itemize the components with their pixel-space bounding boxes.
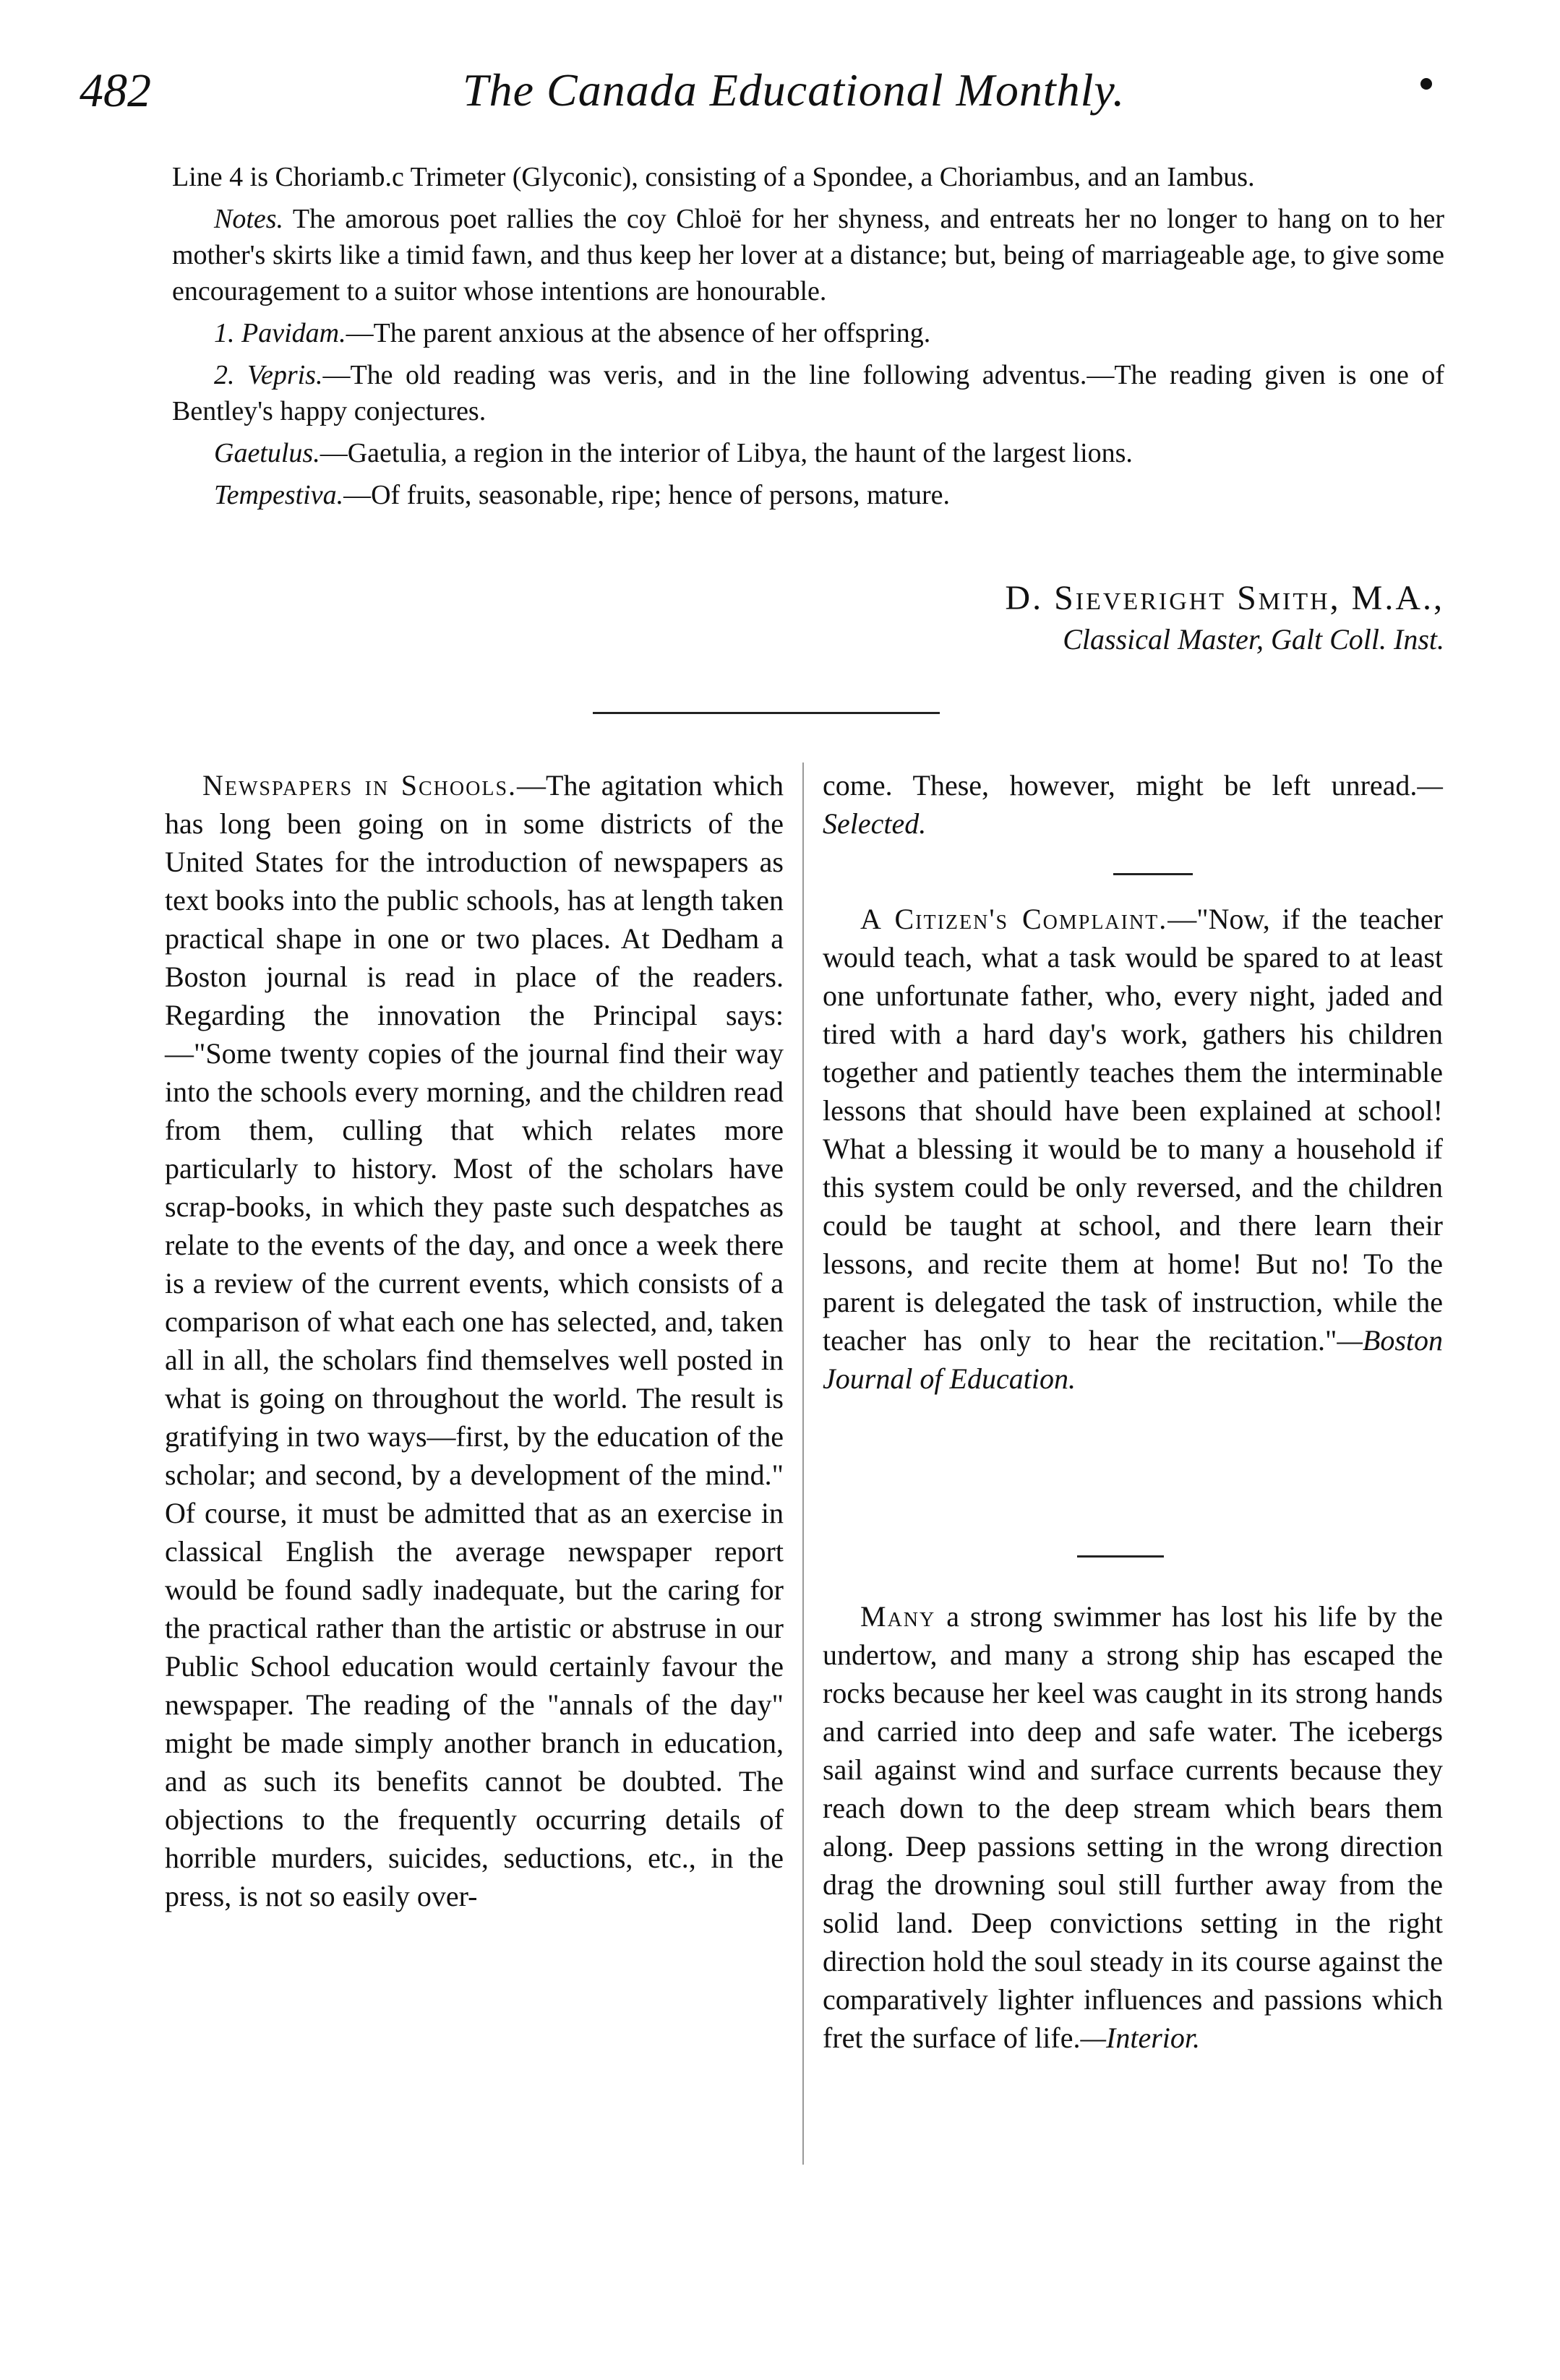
note-item-4-lead: Tempestiva.: [214, 480, 344, 510]
notes-text: The amorous poet rallies the coy Chloë for her shyness, and entreats her no longer to hang on to her mother's skirts like a timid fawn, and thus keep her lover at a distance; but, being of marriageable age, to give some encouragement to a suitor whose intentions are honourable.: [172, 204, 1444, 306]
newspapers-paragraph: [165, 766, 784, 1915]
short-rule-1: [1113, 873, 1193, 875]
note-item-4: [172, 477, 1444, 513]
page-header: [80, 64, 1482, 129]
newspapers-text: —The agitation which has long been going on in some districts of the United States for the introduction of newspapers as text books into the public schools, has at length taken practical shape in one or two places. At Dedham a Boston journal is read in place of the readers. Regarding the innovation the Principal says:—"Some twenty copies of the journal find their way into the schools every morning, and the children read from them, culling that which relates more particularly to history. Most of the scholars have scrap-books, in which they paste such despatches as relate to the events of the day, and once a week there is a review of the current events, which consists of a comparison of what each one has selected, and, taken all in all, the scholars find themselves well posted in what is going on throughout the world. The result is gratifying in two ways—first, by the education of the scholar; and second, by a development of the mind." Of course, it must be admitted that as an exercise in classical English the average newspaper report would be found sadly inadequate, but the caring for the practical rather than the artistic or abstruse in our Public School education would certainly favour the newspaper. The reading of the "annals of the day" might be made simply another branch in education, and as such its benefits cannot be doubted. The objections to the frequently occurring details of horrible murders, suicides, seductions, etc., in the press, is not so easily over-: [165, 769, 784, 1912]
note-item-3: [172, 435, 1444, 471]
swimmer-source: —Interior.: [1080, 2022, 1201, 2054]
note-item-3-lead: Gaetulus.: [214, 438, 320, 468]
signature-block: [723, 578, 1444, 656]
citizen-source: —Boston Journal of Education.: [823, 1324, 1443, 1395]
newspapers-continued-text: come. These, however, might be left unread.: [823, 769, 1418, 802]
stray-dot: [1420, 78, 1432, 90]
note-item-3-text: —Gaetulia, a region in the interior of Libya, the haunt of the largest lions.: [320, 438, 1133, 468]
notes-section: [172, 159, 1444, 519]
swimmer-first-word: Many: [860, 1600, 936, 1633]
swimmer-paragraph: [823, 1597, 1443, 2057]
page-number: 482: [80, 64, 151, 117]
note-item-1-lead: 1. Pavidam.: [214, 318, 346, 348]
notes-paragraph: [172, 201, 1444, 309]
swimmer-text: a strong swimmer has lost his life by the undertow, and many a strong ship has escaped the rocks because her keel was caught in its strong hands and carried into deep and safe water. The icebergs sail against wind and surface currents because they reach down to the deep stream which bears them along. Deep passions setting in the wrong direction drag the drowning soul still further away from the solid land. Deep convictions setting in the right direction hold the soul steady in its course against the comparatively lighter influences and passions which fret the surface of life.: [823, 1600, 1444, 2054]
citizen-text: —"Now, if the teacher would teach, what a task would be spared to at least one unfortunate father, who, every night, jaded and tired with a hard day's work, gathers his children together and patiently teaches them the interminable lessons that should have been explained at school! What a blessing it would be to many a household if this system could be only reversed, and the children could be taught at school, and there learn their lessons, and recite them at home! But no! To the parent is delegated the task of instruction, while the teacher has only to hear the recitation.": [823, 903, 1443, 1357]
line4-note: Line 4 is Choriamb.c Trimeter (Glyconic), consisting of a Spondee, a Choriambus, and an Iambus.: [172, 162, 1255, 192]
citizen-article: [823, 900, 1443, 1398]
note-item-1-text: —The parent anxious at the absence of her offspring.: [346, 318, 931, 348]
note-item-2: [172, 357, 1444, 429]
section-divider: [593, 712, 940, 714]
citizen-paragraph: [823, 900, 1443, 1398]
newspapers-article: [165, 766, 784, 1915]
note-item-1: [172, 315, 1444, 351]
notes-lead: Notes.: [214, 204, 284, 234]
short-rule-2: [1077, 1555, 1164, 1558]
swimmer-article: [823, 1597, 1443, 2057]
note-item-2-lead: 2. Vepris.: [214, 360, 323, 390]
running-title: The Canada Educational Monthly.: [463, 64, 1126, 116]
newspapers-title: Newspapers in Schools.: [202, 769, 518, 802]
newspapers-continued-paragraph: [823, 766, 1443, 843]
note-item-4-text: —Of fruits, seasonable, ripe; hence of persons, mature.: [343, 480, 950, 510]
newspapers-source: —Selected.: [823, 769, 1443, 840]
newspapers-continued: [823, 766, 1443, 843]
author-role: Classical Master, Galt Coll. Inst.: [1063, 623, 1444, 656]
note-item-2-text: —The old reading was veris, and in the line following adventus.—The reading given is one of Bentley's happy conjectures.: [172, 360, 1444, 426]
author-name: D. Sieveright Smith, M.A.,: [1005, 579, 1444, 617]
citizen-title: A Citizen's Complaint.: [860, 903, 1168, 935]
column-divider: [802, 762, 804, 2165]
